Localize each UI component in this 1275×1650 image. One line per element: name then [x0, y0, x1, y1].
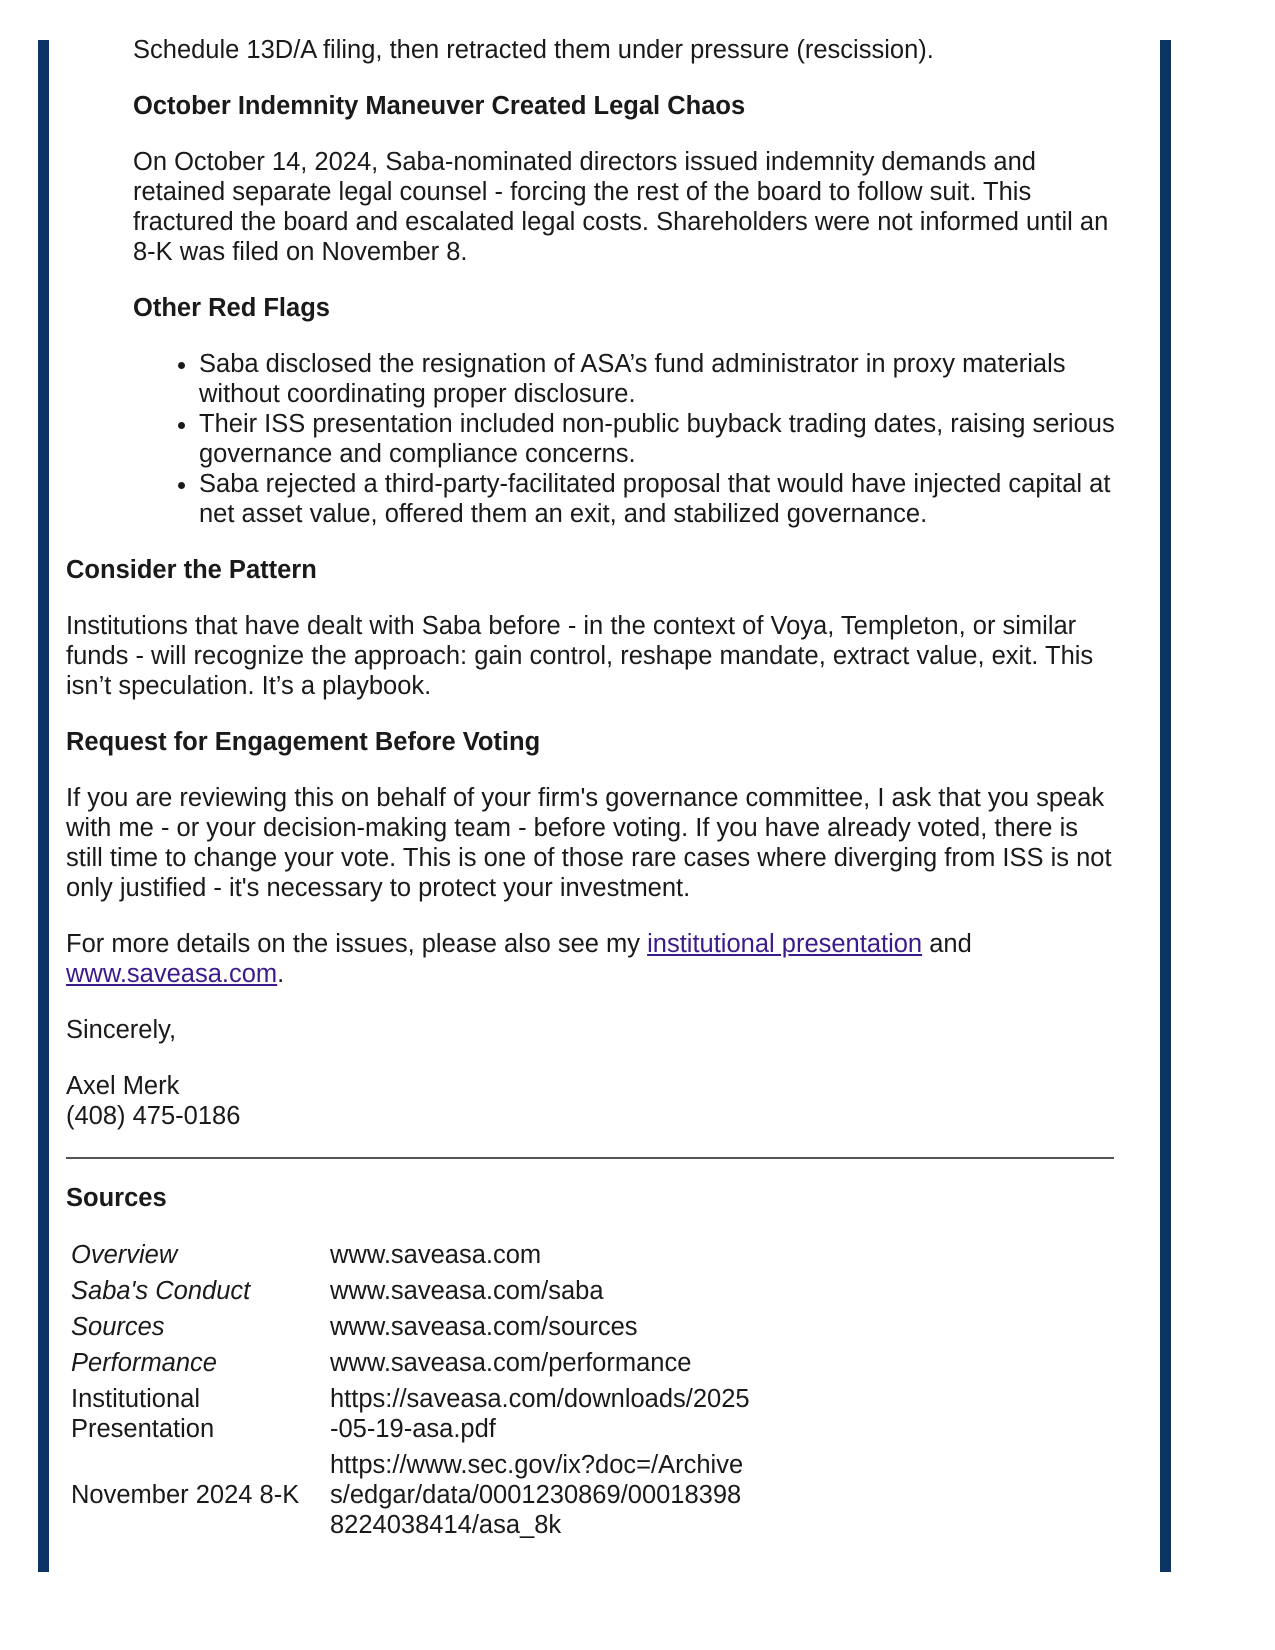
table-row: [65, 1273, 756, 1309]
red-flag-item: • Saba disclosed the resignation of ASA’s fund administrator in proxy materials without coordinating proper disclosure.: [199, 349, 1116, 409]
signature-phone: (408) 475-0186: [66, 1102, 241, 1130]
table-row: [65, 1345, 756, 1381]
details-suffix: .: [277, 960, 285, 988]
saveasa-link[interactable]: www.saveasa.com: [66, 960, 278, 988]
pattern-paragraph: Institutions that have dealt with Saba before - in the context of Voya, Templeton, or similar funds - will recognize the approach: gain control, reshape mandate, extract value, exit. This isn’t speculation. It’s a playbook.: [66, 612, 1094, 700]
table-row: [65, 1381, 756, 1447]
red-flag-item: • Saba rejected a third-party-facilitated proposal that would have injected capital at net asset value, offered them an exit, and stabilized governance.: [199, 469, 1116, 529]
sources-table: [65, 1237, 756, 1543]
table-row: [65, 1237, 756, 1273]
letter-body: [66, 35, 1116, 1543]
source-url: www.saveasa.com/sources: [330, 1313, 638, 1341]
left-accent-bar: [38, 40, 49, 1572]
institutional-presentation-link[interactable]: institutional presentation: [647, 930, 923, 958]
source-label: Performance: [71, 1349, 217, 1377]
source-url: www.saveasa.com/performance: [330, 1349, 692, 1377]
red-flag-item: • Their ISS presentation included non-public buyback trading dates, raising serious governance and compliance concerns.: [199, 409, 1116, 469]
source-url: www.saveasa.com: [330, 1241, 542, 1269]
table-row: [65, 1447, 756, 1543]
right-accent-bar: [1160, 40, 1171, 1572]
details-paragraph: [66, 929, 1116, 989]
source-label: Overview: [71, 1241, 178, 1269]
source-url: https://www.sec.gov/ix?doc=/Archives/edgar/data/0001230869/000183988224038414/asa_8k: [330, 1451, 744, 1539]
signature-name: Axel Merk: [66, 1072, 180, 1100]
closing: Sincerely,: [66, 1016, 177, 1044]
source-url: https://saveasa.com/downloads/2025-05-19-asa.pdf: [330, 1385, 750, 1443]
october-heading: October Indemnity Maneuver Created Legal Chaos: [133, 92, 746, 120]
source-label: Saba's Conduct: [71, 1277, 251, 1305]
source-label: November 2024 8-K: [71, 1481, 300, 1509]
source-label: Sources: [71, 1313, 165, 1341]
engagement-heading: Request for Engagement Before Voting: [66, 728, 541, 756]
intro-tail-paragraph: Schedule 13D/A filing, then retracted them under pressure (rescission).: [133, 36, 934, 64]
october-paragraph: On October 14, 2024, Saba-nominated directors issued indemnity demands and retained separate legal counsel - forcing the rest of the board to follow suit. This fractured the board and escalated legal costs. Shareholders were not informed until an 8-K was filed on November 8.: [133, 148, 1109, 266]
divider: [66, 1157, 1114, 1159]
details-prefix: For more details on the issues, please also see my: [66, 930, 648, 958]
table-row: [65, 1309, 756, 1345]
source-label: Institutional Presentation: [71, 1385, 215, 1443]
engagement-paragraph: If you are reviewing this on behalf of your firm's governance committee, I ask that you speak with me - or your decision-making team - before voting. If you have already voted, there is still time to change your vote. This is one of those rare cases where diverging from ISS is not only justified - it's necessary to protect your investment.: [66, 784, 1112, 902]
pattern-heading: Consider the Pattern: [66, 556, 317, 584]
red-flags-list: [66, 349, 1116, 529]
red-flags-heading: Other Red Flags: [133, 294, 330, 322]
details-middle: and: [922, 930, 972, 958]
source-url: www.saveasa.com/saba: [330, 1277, 604, 1305]
sources-heading: Sources: [66, 1184, 167, 1212]
